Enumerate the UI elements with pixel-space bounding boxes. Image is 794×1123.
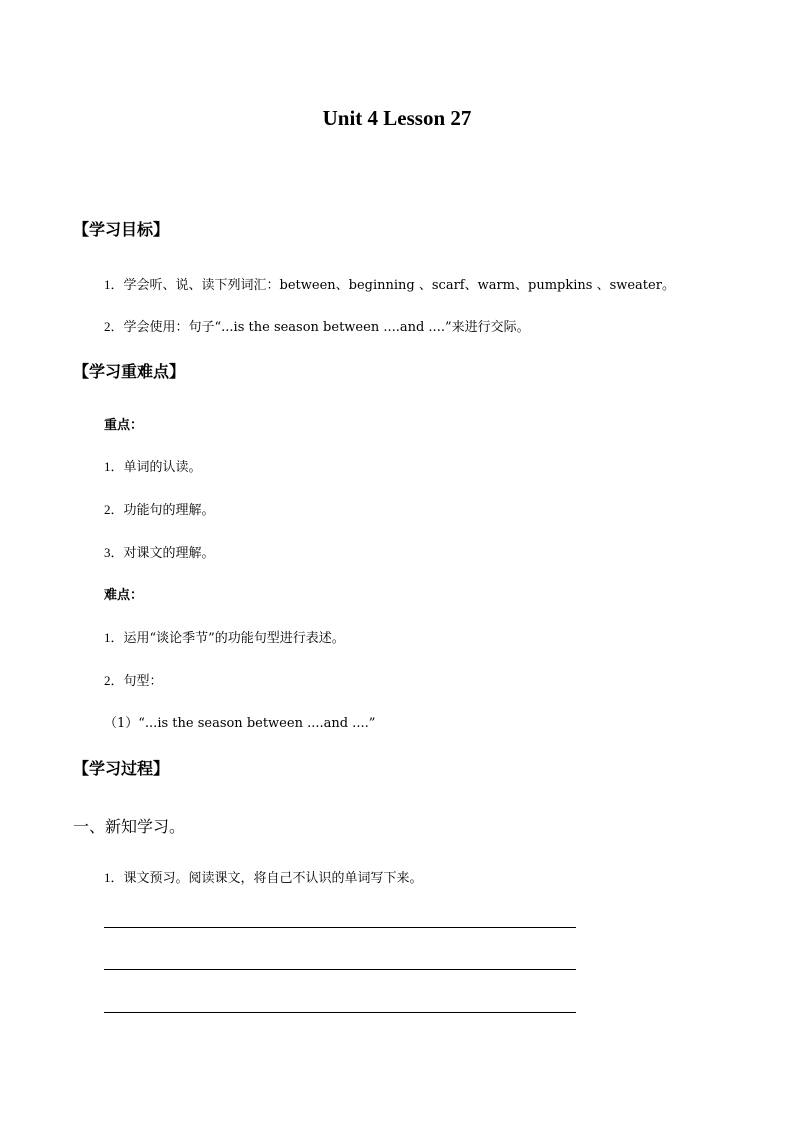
focus-label: 重点： xyxy=(104,418,144,433)
difficulty-item-1 xyxy=(104,627,345,646)
focus-item-1 xyxy=(104,456,202,475)
focus-item-3 xyxy=(104,542,215,561)
goal-item-1-text: 学会听、说、读下列词汇：between、beginning 、scarf、warm、pumpkins 、sweater。 xyxy=(123,278,675,293)
focus-item-3-text: 对课文的理解。 xyxy=(123,546,215,561)
difficulty-item-1-text: 运用“谈论季节”的功能句型进行表述。 xyxy=(123,631,345,646)
goal-item-2-text: 学会使用：句子“...is the season between ....and ....”来进行交际。 xyxy=(123,320,530,335)
section-heading-process: 【学习过程】 xyxy=(73,759,170,778)
step-one-text: 课文预习。阅读课文，将自己不认识的单词写下来。 xyxy=(123,871,423,886)
answer-line-3[interactable] xyxy=(104,1012,576,1013)
focus-item-1-number: 1． xyxy=(104,459,124,474)
page-title: Unit 4 Lesson 27 xyxy=(322,106,472,130)
focus-item-2-text: 功能句的理解。 xyxy=(123,503,215,518)
goal-item-1 xyxy=(104,274,675,293)
section-heading-key-points: 【学习重难点】 xyxy=(73,362,186,381)
difficulty-item-1-number: 1． xyxy=(104,630,124,645)
difficulty-item-2-number: 2． xyxy=(104,673,124,688)
focus-item-2 xyxy=(104,499,215,518)
goal-item-2-number: 2． xyxy=(104,319,124,334)
goal-item-2 xyxy=(104,316,530,335)
step-one-number: 1． xyxy=(104,870,124,885)
goal-item-1-number: 1． xyxy=(104,277,124,292)
focus-item-1-text: 单词的认读。 xyxy=(123,460,202,475)
section-heading-goals: 【学习目标】 xyxy=(73,220,170,239)
difficulty-label: 难点： xyxy=(104,588,144,603)
sentence-pattern: （1）“...is the season between ....and ....” xyxy=(104,716,376,731)
difficulty-item-2-text: 句型： xyxy=(123,674,163,689)
part-one-heading: 一、新知学习。 xyxy=(73,817,186,836)
focus-item-2-number: 2． xyxy=(104,502,124,517)
answer-line-1[interactable] xyxy=(104,927,576,928)
difficulty-item-2 xyxy=(104,670,163,689)
step-one xyxy=(104,867,423,886)
focus-item-3-number: 3． xyxy=(104,545,124,560)
answer-line-2[interactable] xyxy=(104,969,576,970)
